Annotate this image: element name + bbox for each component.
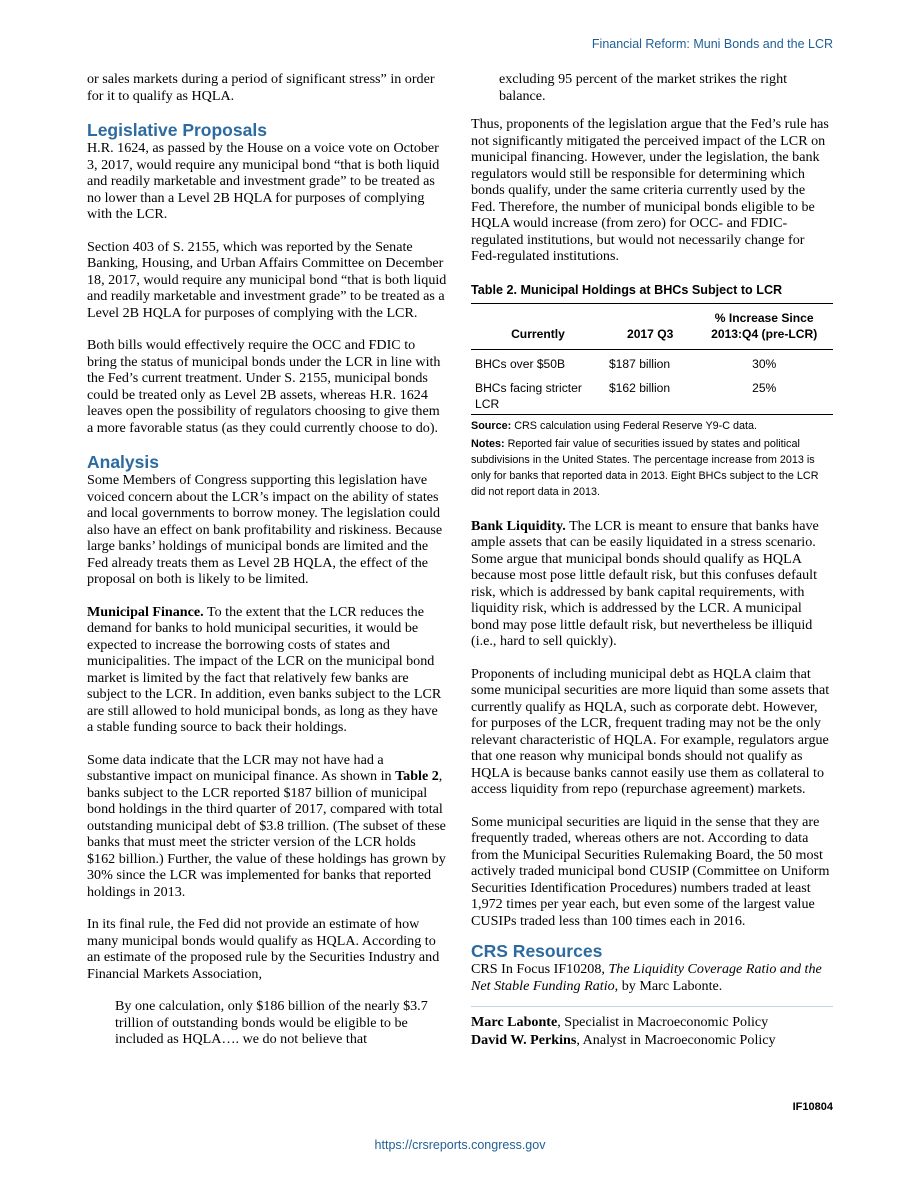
- crs-resources-heading: CRS Resources: [471, 941, 603, 962]
- row-value: $162 billion: [605, 374, 696, 415]
- municipal-finance-lead: Municipal Finance.: [87, 603, 204, 620]
- table-row: [471, 349, 833, 374]
- author-1-name: Marc Labonte: [471, 1014, 558, 1031]
- footer-url-link[interactable]: https://crsreports.congress.gov: [374, 1138, 546, 1152]
- leg-paragraph-3: Both bills would effectively require the OCC and FDIC to bring the status of municipal bonds under the LCR in line with the Fed’s current treatment. Under S. 2155, municipal bonds could be treated only as Level 2B assets, whereas H.R. 1624 leaves open the possibility of regulators choosing to give them a more favorable status (as they could currently choose to do).: [87, 337, 441, 436]
- author-2: [471, 1031, 833, 1049]
- data-paragraph: [87, 752, 447, 901]
- resource-prefix: CRS In Focus IF10208,: [471, 961, 609, 978]
- sifma-quote-part-2: excluding 95 percent of the market strikes the right balance.: [499, 71, 788, 104]
- final-rule-paragraph: In its final rule, the Fed did not provide an estimate of how many municipal bonds would qualify as HQLA. According to an estimate of the proposed rule by the Securities Industry and Financial Markets Association,: [87, 916, 440, 982]
- table-source: [471, 418, 833, 434]
- running-header: Financial Reform: Muni Bonds and the LCR: [591, 37, 833, 51]
- author-1-role: , Specialist in Macroeconomic Policy: [557, 1014, 769, 1031]
- thus-paragraph: Thus, proponents of the legislation argue that the Fed’s rule has not significantly mitigated the perceived impact of the LCR on municipal financing. However, under the legislation, the bank regulators would still be responsible for determining which bonds qualify, under the same criteria currently used by the Fed. Therefore, the number of municipal bonds eligible to be HQLA would increase (from zero) for OCC- and FDIC-regulated institutions, but would not necessarily change for Fed-regulated institutions.: [471, 116, 829, 264]
- author-1: [471, 1013, 833, 1031]
- table-title: Table 2. Municipal Holdings at BHCs Subject to LCR: [471, 283, 833, 304]
- notes-text: Reported fair value of securities issued by states and political subdivisions in the United States. The percentage increase from 2013 is only for banks that reported data in 2013. Eight BHCs subject to the LCR did not report data in 2013.: [471, 437, 819, 499]
- table-notes-text: [471, 436, 833, 501]
- intro-paragraph: or sales markets during a period of significant stress” in order for it to qualify as HQLA.: [87, 71, 435, 104]
- municipal-finance-paragraph: [87, 604, 447, 736]
- row-increase: 30%: [752, 356, 777, 371]
- legislative-proposals-heading: Legislative Proposals: [87, 120, 267, 140]
- crs-resource-item: [471, 961, 833, 994]
- municipal-holdings-table: [471, 304, 833, 415]
- source-text: CRS calculation using Federal Reserve Y9-C data.: [511, 419, 758, 432]
- leg-paragraph-1: H.R. 1624, as passed by the House on a voice vote on October 3, 2017, would require any municipal bond “that is both liquid and readily marketable and investment grade” to be treated as no lower than a Level 2B HQLA for purposes of complying with the LCR.: [87, 140, 440, 222]
- proponents-paragraph: Proponents of including municipal debt as HQLA claim that some municipal securities are more liquid than some assets that currently qualify as HQLA, such as corporate debt. However, for purposes of the LCR, frequent trading may not be the only relevant characteristic of HQLA. For example, regulators argue that one reason why municipal bonds should not qualify as HQLA is because banks cannot easily use them as collateral to access liquidity from repo (repurchase agreement) markets.: [471, 665, 830, 798]
- col-header-increase: % Increase Since 2013:Q4 (pre-LCR): [695, 304, 833, 350]
- row-increase: 25%: [695, 374, 833, 415]
- bank-liquidity-paragraph: [471, 518, 833, 650]
- table-2: [471, 283, 833, 501]
- table-notes: [471, 418, 833, 501]
- cusip-paragraph: Some municipal securities are liquid in the sense that they are frequently traded, whereas others are not. According to data from the Municipal Securities Rulemaking Board, the 50 most actively traded municipal bond CUSIP (Committee on Uniform Securities Identification Procedures) numbers traded at least 1,972 times per year each, but even some of the largest value CUSIPs traded less than 100 times each in 2016.: [471, 813, 830, 929]
- analysis-heading: Analysis: [87, 452, 159, 472]
- data-paragraph-a: Some data indicate that the LCR may not have had a substantive impact on municipal finance. As shown in: [87, 751, 396, 784]
- table-row: [471, 374, 833, 415]
- row-label: BHCs facing stricter LCR: [471, 374, 605, 415]
- col-header-2017q3: 2017 Q3: [605, 304, 696, 350]
- row-label: BHCs over $50B: [475, 356, 566, 371]
- data-paragraph-b: , banks subject to the LCR reported $187 billion of municipal bond holdings in the third quarter of 2017, compared with total outstanding municipal debt of $3.8 trillion. (The subset of these banks that must meet the stricter version of the LCR holds $162 billion.) Further, the value of these holdings has grown by 30% since the LCR was implemented for banks that reported holdings in 2013.: [87, 768, 446, 900]
- author-2-role: , Analyst in Macroeconomic Policy: [576, 1032, 776, 1049]
- resource-suffix: , by Marc Labonte.: [614, 977, 723, 994]
- bank-liquidity-lead: Bank Liquidity.: [471, 517, 566, 534]
- author-divider: [471, 1006, 833, 1007]
- notes-label: Notes:: [471, 437, 505, 450]
- table-header-row: [471, 304, 833, 350]
- col-header-currently: Currently: [471, 304, 605, 350]
- right-column: [471, 71, 833, 1049]
- bank-liquidity-body: The LCR is meant to ensure that banks have ample assets that can be easily liquidated in a stress scenario. Some argue that municipal bonds should qualify as HQLA because most pose little default risk, but this confuses default risk, which is addressed by bank capital requirements, with liquidity risk, which is addressed by the LCR. A municipal bond may pose little default risk, but nevertheless be illiquid (i.e., hard to sell quickly).: [471, 517, 819, 650]
- row-value: $187 billion: [608, 356, 671, 371]
- analysis-paragraph: Some Members of Congress supporting this legislation have voiced concern about the LCR’s impact on the ability of states and local governments to borrow money. The legislation could also have an effect on bank profitability and riskiness. Because large banks’ holdings of municipal bonds are limited and the Fed already treats them as Level 2B HQLA, the effect of the proposal on both is likely to be limited.: [87, 472, 443, 587]
- leg-paragraph-2: Section 403 of S. 2155, which was reported by the Senate Banking, Housing, and Urban Affairs Committee on December 18, 2017, would require any municipal bond “that is both liquid and readily marketable and investment grade” to be treated as a Level 2B HQLA for purposes of complying with the LCR.: [87, 238, 447, 321]
- table-2-reference: Table 2: [395, 768, 439, 784]
- resource-title[interactable]: The Liquidity Coverage Ratio and the Net Stable Funding Ratio: [471, 961, 822, 994]
- municipal-finance-body: To the extent that the LCR reduces the demand for banks to hold municipal securities, it would be expected to increase the borrowing costs of states and municipalities. The impact of the LCR on the municipal bond market is limited by the fact that relatively few banks are subject to the LCR. In addition, even banks subject to the LCR are still allowed to hold municipal bonds, as long as they have a stable funding source to back their holdings.: [87, 603, 442, 735]
- source-label: Source:: [471, 419, 512, 432]
- author-2-name: David W. Perkins: [471, 1032, 577, 1049]
- left-column: [87, 71, 447, 1048]
- sifma-quote-part-1: By one calculation, only $186 billion of the nearly $3.7 trillion of outstanding bonds would be eligible to be included as HQLA…. we do not believe that: [115, 998, 428, 1047]
- product-id: IF10804: [792, 1101, 833, 1113]
